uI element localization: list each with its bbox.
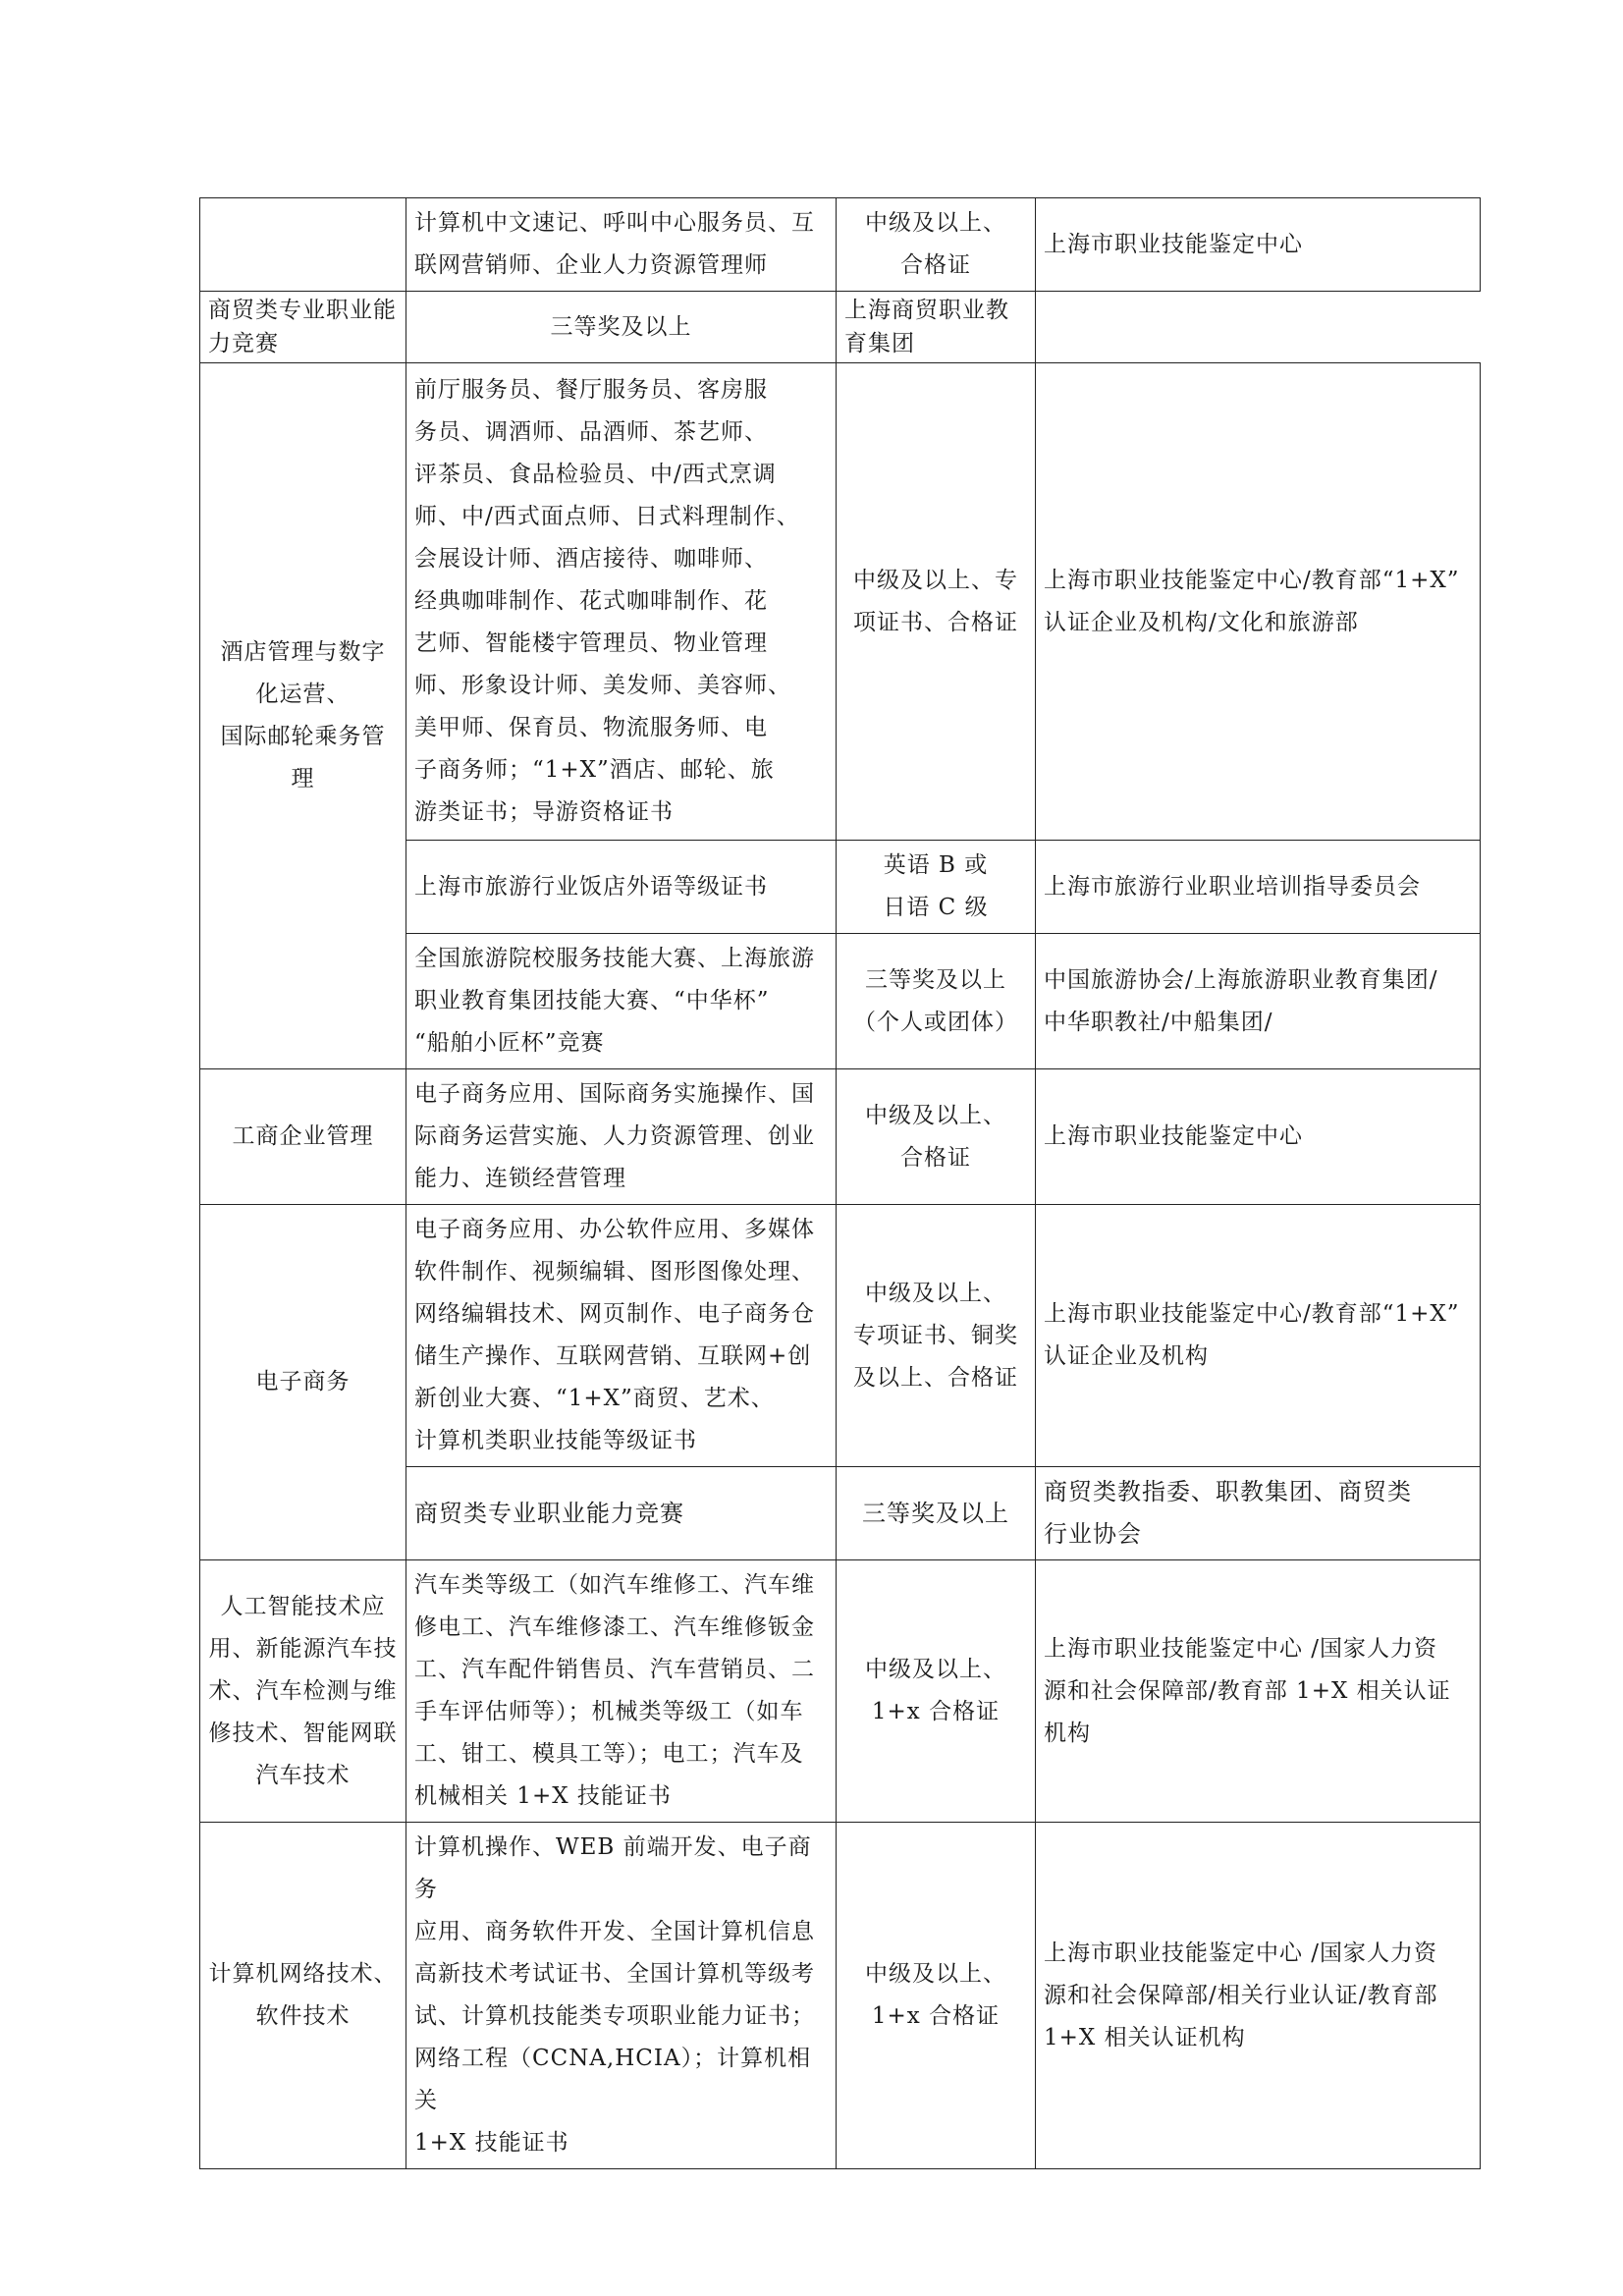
certificate-cell: 前厅服务员、餐厅服务员、客房服 务员、调酒师、品酒师、茶艺师、 评茶员、食品检验员、中/西式烹调 师、中/西式面点师、日式料理制作、 会展设计师、酒店接待、咖啡师、 经典咖啡制作、花式咖啡制作、花 艺师、智能楼宇管理员、物业管理 师、形象设计师、美发师、美容师、 美甲师、保育员、物流服务师、电 子商务师；“1+X”酒店、邮轮、旅 游类证书；导游资格证书 (406, 363, 837, 841)
issuer-cell: 上海市职业技能鉴定中心/教育部“1+X” 认证企业及机构/文化和旅游部 (1036, 363, 1481, 841)
level-cell: 中级及以上、 1+x 合格证 (837, 1823, 1036, 2169)
issuer-cell: 中国旅游协会/上海旅游职业教育集团/ 中华职教社/中船集团/ (1036, 934, 1481, 1069)
major-cell (200, 198, 406, 292)
issuer-cell: 上海市职业技能鉴定中心 /国家人力资 源和社会保障部/相关行业认证/教育部 1+X 相关认证机构 (1036, 1823, 1481, 2169)
major-cell: 工商企业管理 (200, 1069, 406, 1205)
certificate-cell: 电子商务应用、办公软件应用、多媒体 软件制作、视频编辑、图形图像处理、 网络编辑技术、网页制作、电子商务仓 储生产操作、互联网营销、互联网+创 新创业大赛、“1+X”商贸、艺术、 计算机类职业技能等级证书 (406, 1205, 837, 1467)
level-cell: 三等奖及以上 （个人或团体） (837, 934, 1036, 1069)
level-cell: 中级及以上、 合格证 (837, 198, 1036, 292)
certificate-cell: 商贸类专业职业能力竞赛 (200, 292, 406, 363)
issuer-cell: 上海市职业技能鉴定中心 /国家人力资 源和社会保障部/教育部 1+X 相关认证 机构 (1036, 1560, 1481, 1823)
level-cell: 中级及以上、 1+x 合格证 (837, 1560, 1036, 1823)
certificate-cell: 全国旅游院校服务技能大赛、上海旅游 职业教育集团技能大赛、“中华杯” “船舶小匠杯”竞赛 (406, 934, 837, 1069)
issuer-cell: 上海市职业技能鉴定中心 (1036, 1069, 1481, 1205)
table-row (200, 1069, 1481, 1205)
issuer-cell: 上海市职业技能鉴定中心/教育部“1+X” 认证企业及机构 (1036, 1205, 1481, 1467)
issuer-cell: 上海商贸职业教育集团 (837, 292, 1036, 363)
table-row (200, 363, 1481, 841)
certificate-cell: 计算机中文速记、呼叫中心服务员、互 联网营销师、企业人力资源管理师 (406, 198, 837, 292)
certificate-cell: 电子商务应用、国际商务实施操作、国 际商务运营实施、人力资源管理、创业 能力、连锁经营管理 (406, 1069, 837, 1205)
issuer-cell: 商贸类教指委、职教集团、商贸类 行业协会 (1036, 1467, 1481, 1560)
certificate-cell: 汽车类等级工（如汽车维修工、汽车维 修电工、汽车维修漆工、汽车维修钣金 工、汽车配件销售员、汽车营销员、二 手车评估师等）；机械类等级工（如车 工、钳工、模具工等）；电工；汽车及 机械相关 1+X 技能证书 (406, 1560, 837, 1823)
issuer-cell: 上海市旅游行业职业培训指导委员会 (1036, 841, 1481, 934)
certificate-cell: 计算机操作、WEB 前端开发、电子商务 应用、商务软件开发、全国计算机信息 高新技术考试证书、全国计算机等级考 试、计算机技能类专项职业能力证书； 网络工程（CCNA,HCIA）；计算机相关 1+X 技能证书 (406, 1823, 837, 2169)
major-cell: 酒店管理与数字 化运营、 国际邮轮乘务管 理 (200, 363, 406, 1069)
table-row (200, 198, 1481, 292)
table-row (200, 1205, 1481, 1467)
level-cell: 中级及以上、专 项证书、合格证 (837, 363, 1036, 841)
level-cell: 三等奖及以上 (406, 292, 837, 363)
major-cell: 人工智能技术应 用、新能源汽车技 术、汽车检测与维 修技术、智能网联 汽车技术 (200, 1560, 406, 1823)
table-row (200, 292, 1481, 363)
level-cell: 三等奖及以上 (837, 1467, 1036, 1560)
level-cell: 中级及以上、 合格证 (837, 1069, 1036, 1205)
level-cell: 中级及以上、 专项证书、铜奖 及以上、合格证 (837, 1205, 1036, 1467)
issuer-cell: 上海市职业技能鉴定中心 (1036, 198, 1481, 292)
level-cell: 英语 B 或 日语 C 级 (837, 841, 1036, 934)
major-cell: 计算机网络技术、 软件技术 (200, 1823, 406, 2169)
table-row (200, 1560, 1481, 1823)
certificate-cell: 上海市旅游行业饭店外语等级证书 (406, 841, 837, 934)
certificate-table (199, 197, 1481, 2169)
certificate-cell: 商贸类专业职业能力竞赛 (406, 1467, 837, 1560)
table-row (200, 1823, 1481, 2169)
major-cell: 电子商务 (200, 1205, 406, 1560)
